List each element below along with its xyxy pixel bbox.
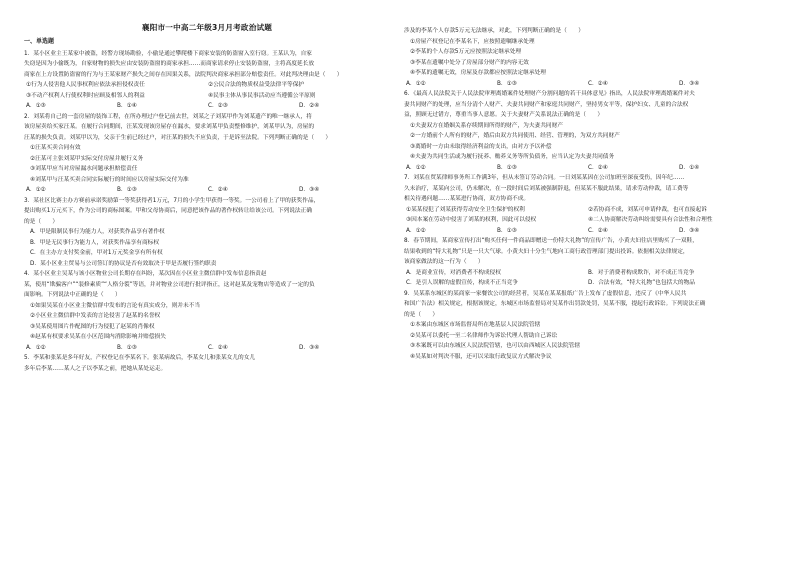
choice: B．①③ [497, 164, 517, 171]
question-text: 4．某小区业主吴某与该小区物业公司长期存在纠纷，某次因在小区业主微信群中发布信息指责赵 [24, 271, 267, 277]
option: ③吴某使用图片作配图的行为侵犯了赵某的肖像权 [30, 323, 155, 330]
choice: B．①③ [117, 344, 137, 351]
option: ②若协商不成，刘某可申请仲裁，也可直接起诉 [588, 206, 707, 213]
question-text: 5．李某和张某是多年好友，产权登记在李某名下。张某病故后，李某女儿和张某女儿的女儿 [24, 355, 256, 361]
question-text: 该房屋卖给买家汪某。在履行合同期间，汪某发现该房屋存在漏水，要求刘某甲负责整修维护，刘某甲认为，房屋的 [24, 124, 315, 130]
option: ④民事主体从事民事活动应当遵循公平原则 [208, 92, 316, 99]
choice: D．③④ [299, 344, 320, 351]
choice: D．合法有效，“特大礼物”也包括大的物品 [588, 280, 695, 286]
left-column [24, 0, 390, 562]
option: A．甲是限制民事行为能力人，对获奖作品享有著作权 [30, 229, 165, 235]
choice: C．②④ [208, 187, 228, 193]
choice: A．①② [26, 187, 46, 193]
option: ①本案由东城区市场监督局所在地基层人民法院管辖 [410, 322, 541, 328]
option: ④夫妻为共同生活或为履行抚养、赡养义务等所负债务，应当认定为夫妻共同债务 [410, 154, 615, 160]
question-text: 商家在上方设置防盗窗的行为与王某家财产损失之间存在因果关系，法院判决商家承担部分赔偿责任。对此判决理由是（ ） [24, 71, 343, 78]
section-heading: 一、单选题 [24, 38, 55, 45]
question-text: 结果收到的“特大礼物”只是一只大气球。小黄夫妇十分生气地向工商行政管理部门提出投诉。依据相关法律规定， [404, 248, 689, 255]
option: ①如果吴某在小区业主微信群中发布的言论有真实成分，则并未不当 [30, 302, 201, 309]
choice: B．①④ [117, 103, 137, 109]
question-text: 7．刘某在贸某律师事务所工作满3年，但从未签订劳动合同。一日刘某某因在公司加班至深夜受伤，因年纪…… [404, 175, 685, 181]
option: ①某某侵犯了刘某获得劳动安全卫生保护的权利 [406, 206, 525, 213]
question-text: 久未治疗，某某向公司，仍未解决，在一段时间后刘某被强制辞退，但某某不服此结果，请求劳动仲裁，请工费等 [404, 185, 689, 192]
question-text: 涉及的李某个人存款5万元无法继承，对此，下列判断正确的是（ ） [404, 28, 584, 34]
option: ①夫妻双方在婚姻关系存续期间所得的财产，为夫妻共同财产 [410, 122, 563, 129]
question-2 [24, 112, 390, 196]
choice: C．②④ [588, 164, 608, 171]
choice: D．①④ [679, 164, 700, 171]
question-text: 汪某的损失负责。刘某甲以为，父亲于生前已经过户，对汪某的损失不应负责，于是诉至法院。下列判断正确的是（ ） [24, 134, 332, 141]
exam-title: 襄阳市一中高二年级3月月考政治试题 [141, 23, 273, 32]
choice: C．②④ [588, 227, 608, 234]
choice: C．②④ [588, 80, 608, 87]
option: ④刘某甲与汪某买卖合同实际履行的时间应以房屋实际交付为准 [30, 176, 189, 183]
question-text: 相关待遇问题……某某进行协商，双方协商不成。 [404, 196, 530, 202]
option: B．甲是无民事行为能力人，对获奖作品享有商标权 [30, 239, 160, 246]
question-6 [404, 89, 770, 173]
question-text: 6．《最高人民法院关于人民法院审理离婚案件处理财产分割问题的若干具体意见》指出，人民法院审理离婚案件对夫 [404, 91, 695, 97]
question-text: 1．某小区业主王某家中被盗，经警方现场勘验，小偷是通过攀爬楼下商家安装的防盗窗入室行窃。王某认为，自家 [24, 50, 312, 57]
option: ②小区业主微信群中发表的言论侵害了赵某的名誉权 [30, 313, 161, 319]
option: ②公民合法的物质权益受法律平等保护 [208, 82, 305, 88]
question-text: 益，照顾无过错方，尊重当事人意愿。关于夫妻财产关系说法正确的是（ ） [404, 112, 604, 118]
question-text: 妻共同财产的处理，应当分清个人财产、夫妻共同财产和家庭共同财产，坚持男女平等，保护妇女、儿童的合法权 [404, 101, 689, 108]
question-text: 的是（ ） [24, 218, 59, 225]
option: ①房屋产权登记在李某名下，应按照遗嘱继承处理 [410, 38, 535, 45]
choice: D．②④ [299, 103, 320, 109]
option: ④李某的遗嘱无效，房屋及存款都应按照法定继承处理 [410, 70, 546, 76]
choice: A．①② [406, 80, 426, 87]
option: ③不动产权利人行使权利时应顾及相邻人的利益 [26, 92, 145, 99]
question-text: 和国广告法》相关规定，根据该规定，东城区市场监督局对吴某作出罚款处罚，吴某不服，提起行政诉讼。下列说法正确 [404, 301, 706, 307]
choice: B．①③ [497, 80, 517, 87]
question-text: 9．吴某系东城区的某商家一家餐饮公司的经营者，吴某在某某报纸广告上发布了虚假信息，违反了《中华人民共 [404, 290, 687, 297]
choice: A．①② [406, 227, 426, 234]
question-5 [24, 353, 390, 374]
question-text: 的是（ ） [404, 311, 439, 318]
question-text: 3．某社区比赛主办方赛前承诺奖励第一等奖获得者1万元，7月的小学生甲获得一等奖。一公司看上了甲的获奖作品， [24, 197, 320, 204]
question-8 [404, 236, 770, 289]
choice: A．①② [406, 164, 426, 171]
question-text: 失窃是因为小偷既为，自家财物的损失应由安装防盗窗的商家承担……而商家请求停止安装防盗窗，主将高度延长放 [24, 61, 315, 67]
option: ②一方婚前个人所有的财产，婚后由双方共同使用、经营、管理的，为双方共同财产 [410, 133, 620, 139]
option: ②汪某可主张刘某甲实际交付房屋并履行义务 [30, 155, 144, 162]
choice: C．②③ [208, 103, 228, 109]
option: ②吴某可以委托一至二名律师作为诉讼代理人帮助自己诉讼 [410, 332, 558, 339]
option: ②李某的个人存款5万元应按照法定继承处理 [410, 49, 522, 55]
question-text: 多年后李某……某人之子以李某之前，把她从某处运走。 [24, 365, 167, 372]
choice: D．③④ [679, 80, 700, 87]
option: ①行为人侵害他人民事权利应依法承担侵权责任 [26, 82, 145, 88]
option: ③离婚时一方由未取得经济利益的支出，由对方予以补偿 [410, 143, 552, 150]
question-7 [404, 173, 770, 236]
question-text: 面影响。下列说法中正确的是（ ） [24, 292, 121, 298]
question-text: 提出购买1万元买下，作为公司的商标图案。甲和父母协商后，同意把该作品的著作权转让给该公司。下列说法正确 [24, 208, 312, 214]
choice: C．是引人误解的虚假宣传，构成不正当竞争 [406, 280, 519, 286]
option: ①汪某买卖合同有效 [30, 145, 81, 151]
choice: C．②④ [208, 344, 228, 351]
question-text: 2．刘某将自己的一套房屋的装饰工程，在所办理过户登记前去世，刘某之子刘某甲作为刘某遗产的唯一继承人，将 [24, 113, 312, 120]
choice: A．①② [26, 344, 46, 351]
choice: D．③④ [679, 227, 700, 234]
option: ④赵某有权要求吴某在小区范围内消除影响并赔偿损失 [30, 334, 166, 340]
option: ③本案既可以由东城区人民法院管辖，也可以由西城区人民法院管辖 [410, 343, 581, 349]
option: ④二人协商解决劳动纠纷需要具有合法性和合理性 [588, 217, 713, 223]
question-text: 该商家做法的这一行为（ ） [404, 259, 484, 265]
option: C．在主办方支付奖金前，甲对1万元奖金享有所有权 [30, 250, 163, 256]
question-3 [24, 196, 390, 270]
option: D．某小区业主贸易与公司签订的协议是否有效取决于甲是否履行签约职责 [30, 260, 217, 267]
option: ③刘某甲应当对房屋漏水问题承担赔偿责任 [30, 166, 138, 172]
question-5-continued [404, 26, 770, 89]
question-text: 某，使用“欺骗客户”“装修素质”“人格分裂”等语，并对物业公司进行批评指正，这对赵某及宠物店等造成了一定的负 [24, 281, 315, 288]
choice: B．①③ [117, 187, 137, 193]
choice: D．③④ [299, 187, 320, 193]
question-9 [404, 289, 770, 363]
option: ③李某在遗嘱中处分了房屋部分财产的内容无效 [410, 59, 529, 66]
choice: A．①③ [26, 103, 46, 109]
choice: A．是商业宣传，对消费者不构成侵权 [406, 269, 501, 276]
question-1 [24, 49, 390, 112]
option: ③因本案在劳动中侵害了刘某的权利，因此可以侵权 [406, 217, 537, 223]
choice: B．对于消费者构成欺诈，对不成正当竞争 [588, 269, 695, 276]
right-column [404, 0, 770, 562]
question-text: 8．春节期间，某商家宣传打出“购买任何一件商品即赠送一份特大礼物”的宣传广告，小黄夫妇往店里购买了一双鞋， [404, 238, 698, 244]
choice: B．①③ [497, 227, 517, 234]
option: ④吴某如对判决不服，还可以采取行政复议方式解决争议 [410, 353, 552, 360]
question-4 [24, 269, 390, 353]
